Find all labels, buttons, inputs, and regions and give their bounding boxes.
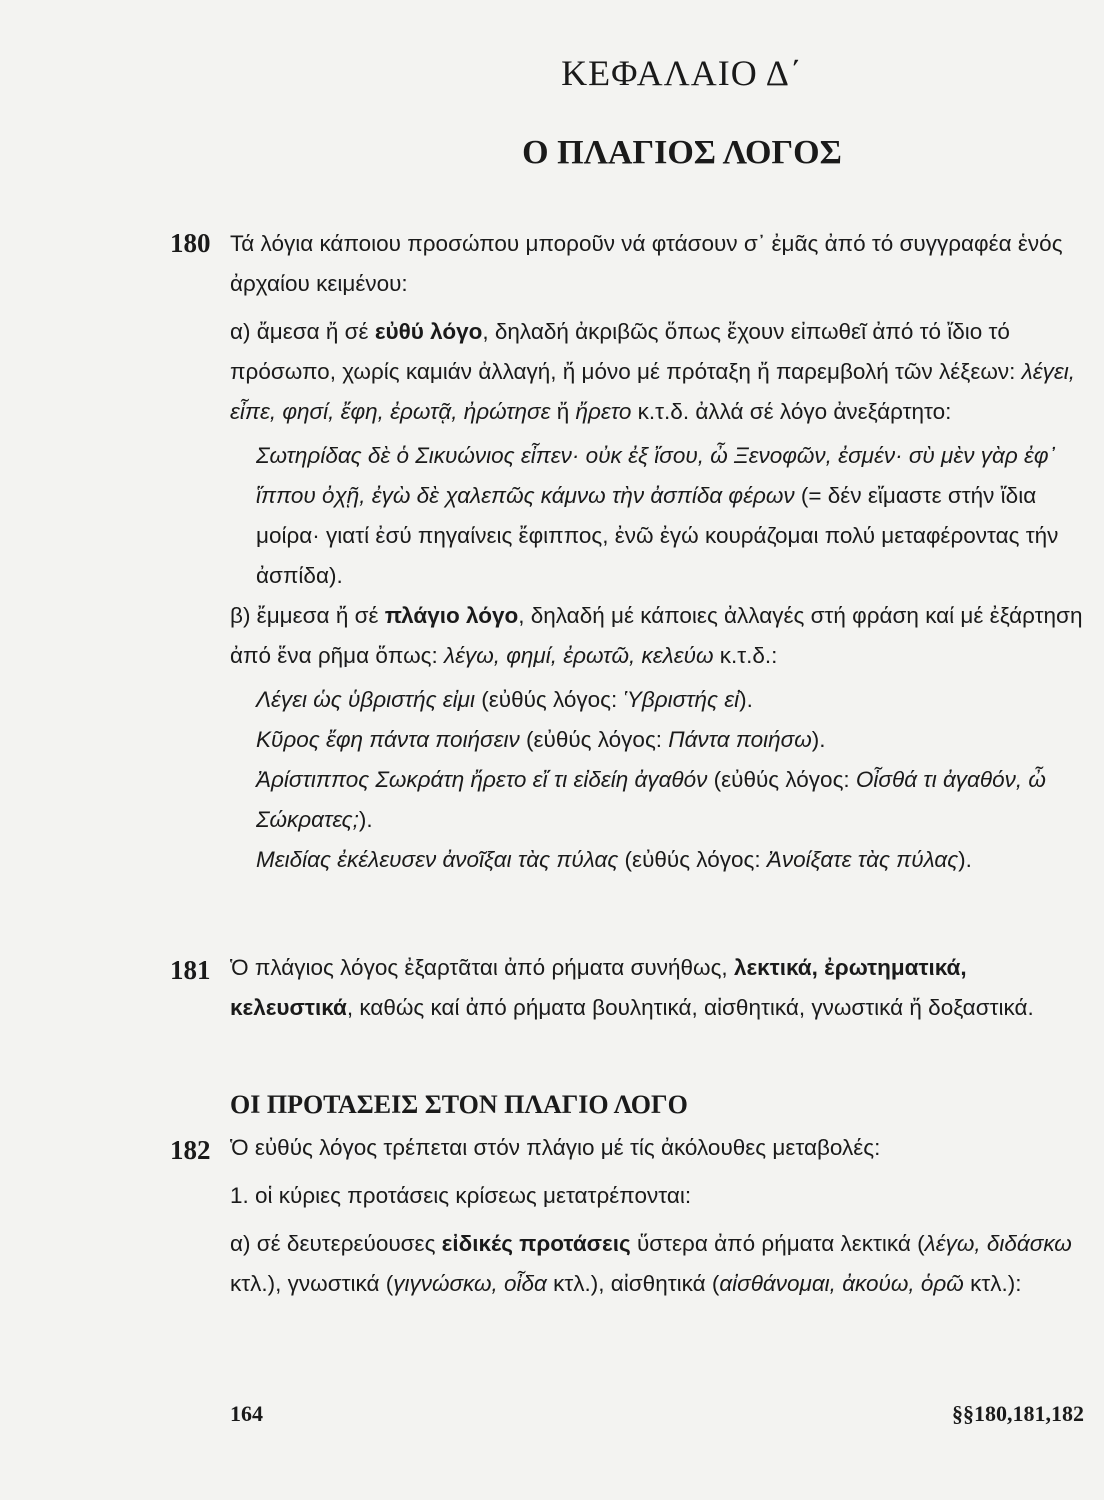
- text: κ.τ.δ. ἀλλά σέ λόγο ἀνεξάρτητο:: [631, 399, 952, 424]
- page-number: 164: [230, 1401, 263, 1426]
- text: ).: [358, 807, 373, 832]
- paragraph-182-item-a: [230, 1224, 1086, 1304]
- paragraph-180-example: [230, 436, 1086, 596]
- term-indirect-speech: πλάγιο λόγο: [384, 603, 519, 628]
- term-direct-speech: εὐθύ λόγο: [374, 319, 483, 344]
- example-greek: Λέγει ὡς ὑβριστής εἰμι: [256, 687, 475, 712]
- text: κ.τ.δ.:: [713, 643, 778, 668]
- italic-verb: ἤρετο: [575, 399, 632, 424]
- text: (εὐθύς λόγος:: [519, 727, 669, 752]
- italic-verbs: γιγνώσκω, οἶδα: [393, 1271, 547, 1296]
- text: ὕστερα ἀπό ρήματα λεκτικά (: [630, 1231, 925, 1256]
- paragraph-number-181: 181: [170, 955, 211, 985]
- example-direct: Ἀνοίξατε τὰς πύλας: [766, 847, 959, 872]
- example-line: [230, 720, 1086, 760]
- paragraph-180-intro: Τά λόγια κάποιου προσώπου μποροῦν νά φτάσουν σ᾽ ἐμᾶς ἀπό τό συγγραφέα ἑνός ἀρχαίου κειμένου:: [230, 231, 1063, 296]
- text: κτλ.):: [963, 1271, 1022, 1296]
- chapter-subtitle: Ο ΠΛΑΓΙΟΣ ΛΟΓΟΣ: [522, 134, 842, 171]
- text: (εὐθύς λόγος:: [475, 687, 624, 712]
- text: α) σέ δευτερεύουσες: [230, 1231, 442, 1256]
- term-declarative-clauses: εἰδικές προτάσεις: [441, 1231, 631, 1256]
- paragraph-182-item-1: 1. οἱ κύριες προτάσεις κρίσεως μετατρέπονται:: [230, 1183, 692, 1208]
- text: ἤ: [550, 399, 576, 424]
- italic-verbs: λέγω, διδάσκω: [924, 1231, 1072, 1256]
- example-greek: Μειδίας ἐκέλευσεν ἀνοῖξαι τὰς πύλας: [256, 847, 619, 872]
- italic-verbs: λέγει, εἶπε, φησί, ἔφη, ἐρωτᾷ, ἠρώτησε: [230, 359, 1076, 424]
- paragraph-180-item-a: [230, 312, 1086, 432]
- italic-verbs: λέγω, φημί, ἐρωτῶ, κελεύω: [444, 643, 714, 668]
- text: ).: [958, 847, 972, 872]
- text: Ὁ πλάγιος λόγος ἐξαρτᾶται ἀπό ρήματα συνήθως,: [230, 955, 734, 980]
- paragraph-180: [230, 224, 1086, 880]
- text: κτλ.), αἰσθητικά (: [546, 1271, 720, 1296]
- bold-verb-types: λεκτικά, ἐρωτηματικά, κελευστικά: [230, 955, 967, 1020]
- text: α) ἄμεσα ἤ σέ: [230, 319, 375, 344]
- example-greek: Σωτηρίδας δὲ ὁ Σικυώνιος εἶπεν· οὐκ ἐξ ἴσου, ὦ Ξενοφῶν, ἐσμέν· σὺ μὲν γὰρ ἐφ᾽ ἵππου ὀχῇ, ἐγὼ δὲ χαλεπῶς κάμνω τὴν ἀσπίδα φέρων: [256, 443, 1057, 508]
- paragraph-182: [230, 1128, 1086, 1304]
- paragraph-182-intro: Ὁ εὐθύς λόγος τρέπεται στόν πλάγιο μέ τίς ἀκόλουθες μεταβολές:: [230, 1135, 881, 1160]
- paragraph-181-text: [230, 948, 1086, 1028]
- paragraph-number-182: 182: [170, 1135, 211, 1165]
- text: ).: [811, 727, 826, 752]
- paragraph-181: [230, 948, 1086, 1028]
- text: (εὐθύς λόγος:: [707, 767, 856, 792]
- text: (εὐθύς λόγος:: [618, 847, 767, 872]
- example-line: [230, 680, 1086, 720]
- example-translation: (= δέν εἴμαστε στήν ἴδια μοίρα· γιατί ἐσύ πηγαίνεις ἔφιππος, ἐνῶ ἐγώ κουράζομαι πολύ μεταφέροντας τήν ἀσπίδα).: [256, 483, 1059, 588]
- example-greek: Ἀρίστιππος Σωκράτη ἤρετο εἴ τι εἰδείη ἀγαθόν: [256, 767, 708, 792]
- text: , καθώς καί ἀπό ρήματα βουλητικά, αἰσθητικά, γνωστικά ἤ δοξαστικά.: [346, 995, 1034, 1020]
- example-line: [230, 760, 1086, 840]
- italic-verbs: αἰσθάνομαι, ἀκούω, ὁρῶ: [719, 1271, 964, 1296]
- text: κτλ.), γνωστικά (: [230, 1271, 394, 1296]
- example-direct: Πάντα ποιήσω: [668, 727, 812, 752]
- example-greek: Κῦρος ἔφη πάντα ποιήσειν: [256, 727, 520, 752]
- text: β) ἔμμεσα ἤ σέ: [230, 603, 385, 628]
- paragraph-number-180: 180: [170, 228, 211, 258]
- paragraph-180-item-b: [230, 596, 1086, 676]
- text: ).: [739, 687, 753, 712]
- text: , δηλαδή μέ κάποιες ἀλλαγές στή φράση καί μέ ἐξάρτηση ἀπό ἕνα ρῆμα ὅπως:: [230, 603, 1083, 668]
- section-references: §§180,181,182: [952, 1401, 1084, 1426]
- section-heading: ΟΙ ΠΡΟΤΑΣΕΙΣ ΣΤΟΝ ΠΛΑΓΙΟ ΛΟΓΟ: [230, 1090, 688, 1119]
- example-direct: Οἶσθά τι ἀγαθόν, ὦ Σώκρατες;: [256, 767, 1046, 832]
- example-line: [230, 840, 1086, 880]
- example-direct: Ὑβριστής εἰ: [623, 687, 740, 712]
- chapter-title: ΚΕΦΑΛΑΙΟ Δ΄: [561, 53, 803, 93]
- text: , δηλαδή ἀκριβῶς ὅπως ἔχουν εἰπωθεῖ ἀπό τό ἴδιο τό πρόσωπο, χωρίς καμιάν ἀλλαγή, ἤ μόνο μέ πρόταξη ἤ παρεμβολή τῶν λέξεων:: [230, 319, 1022, 384]
